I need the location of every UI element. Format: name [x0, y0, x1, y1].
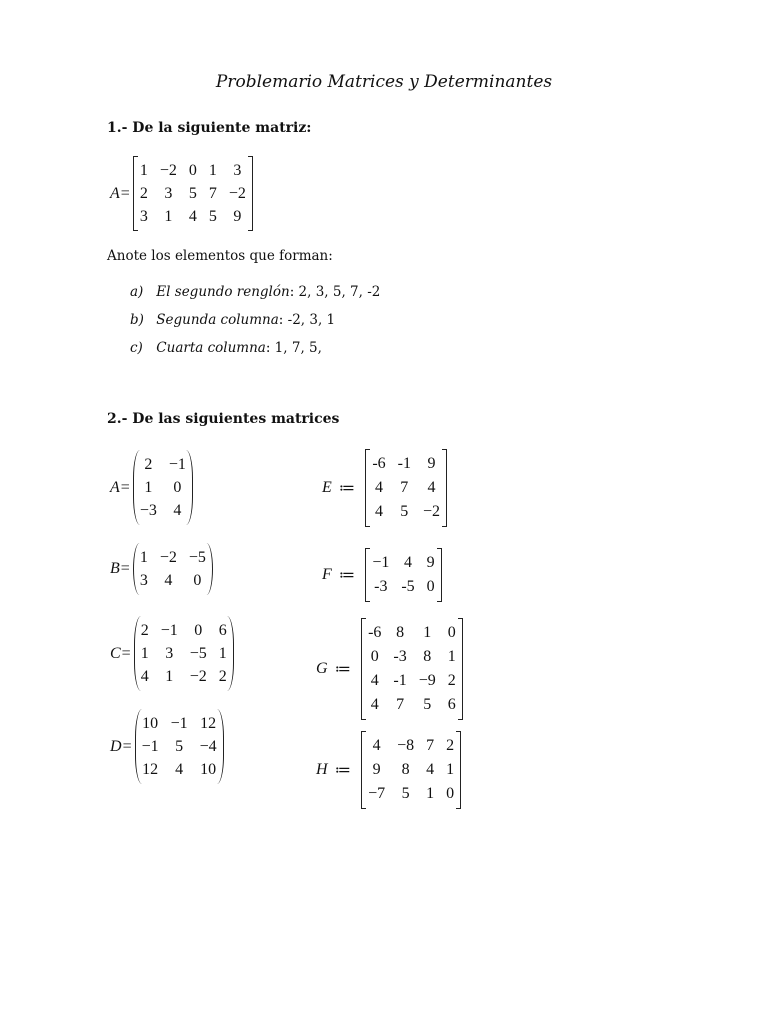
matrix-cell: 1: [140, 645, 149, 662]
matrix-operator: =: [122, 737, 132, 755]
matrix-cell: 3: [165, 645, 174, 662]
matrix-cell: −1: [160, 622, 178, 639]
bracket-tick: [365, 548, 370, 549]
matrix-cell: −2: [159, 162, 177, 179]
list-item-b: [130, 312, 335, 328]
item-label: b): [130, 312, 144, 328]
bracket-tick: [458, 618, 463, 619]
matrix-f-equation: [322, 548, 442, 602]
matrix-cell: 2: [144, 456, 153, 473]
matrix-cell: −1: [141, 738, 159, 755]
bracket-tick: [248, 156, 253, 157]
matrix-cell: 0: [426, 578, 435, 595]
matrix-name: B: [110, 560, 120, 577]
item-answer: : 2, 3, 5, 7, -2: [289, 284, 381, 300]
matrix-cell: 4: [372, 737, 381, 754]
item-answer: : -2, 3, 1: [278, 312, 336, 328]
matrix-grid: [365, 548, 441, 602]
matrix-cell: 9: [233, 208, 242, 225]
matrix-cell: 7: [426, 737, 435, 754]
matrix-cell: 1: [208, 162, 217, 179]
matrix-operator: =: [120, 560, 130, 577]
matrix-cell: 4: [188, 208, 197, 225]
matrix-cell: -6: [368, 624, 382, 641]
matrix-name: C: [110, 644, 121, 662]
matrix-b-equation: [110, 543, 213, 595]
matrix-cell: 1: [423, 624, 432, 641]
list-item-a: [130, 284, 380, 300]
bracket-tick: [456, 731, 461, 732]
matrix-grid: [365, 449, 447, 527]
bracket-tick: [133, 230, 138, 231]
matrix-cell: 7: [396, 696, 405, 713]
matrix-name: A: [110, 478, 120, 496]
matrix-name: F: [322, 566, 332, 583]
matrix-cell: 4: [164, 572, 173, 589]
matrix-cell: 5: [400, 503, 409, 520]
matrix-h-equation: [316, 731, 461, 809]
bracket-tick: [458, 719, 463, 720]
item-text: Cuarta columna: [156, 340, 266, 356]
bracket-tick: [437, 548, 442, 549]
bracket-wrapper: [365, 449, 447, 527]
bracket-tick: [365, 449, 370, 450]
matrix-cell: -6: [372, 455, 386, 472]
matrix-cell: 12: [200, 715, 217, 732]
bracket-tick: [365, 601, 370, 602]
matrix-operator: =: [120, 478, 130, 496]
bracket-wrapper: [133, 156, 253, 231]
matrix-d-equation: [110, 709, 224, 784]
matrix-cell: -3: [374, 578, 388, 595]
matrix-cell: 1: [165, 668, 174, 685]
matrix-cell: 9: [427, 455, 436, 472]
matrix-operator: ≔: [334, 762, 352, 779]
matrix-cell: −1: [168, 456, 186, 473]
matrix-cell: 5: [401, 785, 410, 802]
matrix-cell: 1: [446, 761, 455, 778]
matrix-operator: =: [120, 184, 130, 202]
matrix-cell: 1: [144, 479, 153, 496]
matrix-name: D: [110, 737, 122, 755]
matrix-cell: −3: [139, 502, 157, 519]
matrix-grid: [361, 618, 463, 720]
matrix-cell: 1: [139, 162, 148, 179]
matrix-cell: 4: [374, 503, 383, 520]
matrix-cell: −1: [170, 715, 188, 732]
page-title: Problemario Matrices y Determinantes: [215, 72, 553, 92]
matrix-cell: 3: [139, 208, 148, 225]
matrix-name: E: [322, 479, 332, 496]
matrix-cell: 1: [218, 645, 227, 662]
item-answer: : 1, 7, 5,: [265, 340, 322, 356]
matrix-cell: 8: [423, 648, 432, 665]
matrix-a-equation: [110, 156, 253, 231]
matrix-cell: 0: [447, 624, 456, 641]
matrix-cell: 9: [426, 554, 435, 571]
matrix-cell: −5: [189, 645, 207, 662]
bracket-tick: [365, 526, 370, 527]
matrix-cell: 6: [218, 622, 227, 639]
matrix-a2-equation: [110, 450, 193, 525]
matrix-operator: =: [121, 644, 131, 662]
matrix-cell: −1: [372, 554, 390, 571]
matrix-cell: -3: [393, 648, 407, 665]
matrix-cell: 0: [193, 572, 202, 589]
bracket-wrapper: [361, 731, 461, 809]
bracket-tick: [442, 526, 447, 527]
matrix-cell: 0: [188, 162, 197, 179]
matrix-cell: 2: [446, 737, 455, 754]
matrix-cell: 0: [194, 622, 203, 639]
matrix-cell: 1: [139, 549, 148, 566]
matrix-cell: 5: [188, 185, 197, 202]
matrix-cell: -1: [393, 672, 407, 689]
matrix-cell: 10: [142, 715, 159, 732]
matrix-cell: -1: [397, 455, 411, 472]
matrix-cell: −7: [368, 785, 386, 802]
matrix-cell: 4: [374, 479, 383, 496]
matrix-grid: [361, 731, 461, 809]
matrix-cell: 8: [396, 624, 405, 641]
matrix-cell: 10: [200, 761, 217, 778]
bracket-tick: [437, 601, 442, 602]
matrix-cell: 2: [140, 622, 149, 639]
matrix-cell: 3: [164, 185, 173, 202]
list-item-c: [130, 340, 322, 356]
matrix-cell: 12: [142, 761, 159, 778]
matrix-cell: 1: [426, 785, 435, 802]
matrix-grid: [133, 156, 253, 231]
matrix-cell: 2: [218, 668, 227, 685]
matrix-cell: −2: [228, 185, 246, 202]
question-2-heading: 2.- De las siguientes matrices: [107, 411, 340, 427]
matrix-cell: 1: [164, 208, 173, 225]
matrix-e-equation: [322, 449, 447, 527]
bracket-tick: [456, 808, 461, 809]
matrix-cell: 3: [233, 162, 242, 179]
matrix-cell: −5: [188, 549, 206, 566]
item-label: a): [130, 284, 144, 300]
bracket-tick: [248, 230, 253, 231]
matrix-name: H: [316, 761, 328, 778]
matrix-c-equation: [110, 616, 234, 691]
matrix-name: A: [110, 184, 120, 202]
matrix-cell: −8: [397, 737, 415, 754]
matrix-g-equation: [316, 618, 463, 720]
matrix-cell: −4: [199, 738, 217, 755]
matrix-cell: 4: [404, 554, 412, 571]
matrix-grid: [133, 450, 193, 525]
matrix-cell: 5: [208, 208, 217, 225]
matrix-operator: ≔: [338, 567, 356, 584]
bracket-tick: [133, 156, 138, 157]
bracket-tick: [442, 449, 447, 450]
matrix-name: G: [316, 660, 328, 677]
matrix-operator: ≔: [338, 480, 356, 497]
matrix-cell: −2: [159, 549, 177, 566]
matrix-grid: [134, 616, 234, 691]
matrix-cell: 7: [208, 185, 217, 202]
bracket-wrapper: [365, 548, 441, 602]
matrix-cell: 5: [423, 696, 432, 713]
question-1-heading: 1.- De la siguiente matriz:: [107, 120, 312, 136]
matrix-grid: [133, 543, 213, 595]
matrix-cell: 4: [427, 479, 436, 496]
matrix-cell: 0: [370, 648, 379, 665]
matrix-cell: 0: [446, 785, 455, 802]
matrix-cell: −9: [418, 672, 436, 689]
matrix-cell: -5: [401, 578, 415, 595]
item-text: El segundo renglón: [156, 284, 290, 300]
matrix-cell: 1: [447, 648, 456, 665]
matrix-cell: 4: [173, 502, 182, 519]
bracket-tick: [361, 731, 366, 732]
matrix-cell: −2: [189, 668, 207, 685]
item-label: c): [130, 340, 143, 356]
matrix-cell: 4: [426, 761, 435, 778]
matrix-cell: 6: [447, 696, 456, 713]
matrix-cell: 4: [370, 696, 379, 713]
matrix-cell: 2: [139, 185, 148, 202]
matrix-grid: [135, 709, 224, 784]
matrix-cell: 2: [447, 672, 456, 689]
matrix-cell: 3: [139, 572, 148, 589]
matrix-cell: −2: [422, 503, 440, 520]
matrix-cell: 4: [140, 668, 149, 685]
matrix-cell: 0: [173, 479, 182, 496]
item-text: Segunda columna: [156, 312, 279, 328]
question-1-prompt: Anote los elementos que forman:: [107, 248, 333, 264]
matrix-cell: 5: [175, 738, 184, 755]
matrix-cell: 8: [401, 761, 410, 778]
bracket-tick: [361, 719, 366, 720]
matrix-operator: ≔: [334, 661, 352, 678]
bracket-wrapper: [361, 618, 463, 720]
bracket-tick: [361, 808, 366, 809]
bracket-tick: [361, 618, 366, 619]
matrix-cell: 7: [400, 479, 409, 496]
matrix-cell: 4: [175, 761, 184, 778]
matrix-cell: 9: [372, 761, 381, 778]
matrix-cell: 4: [370, 672, 379, 689]
